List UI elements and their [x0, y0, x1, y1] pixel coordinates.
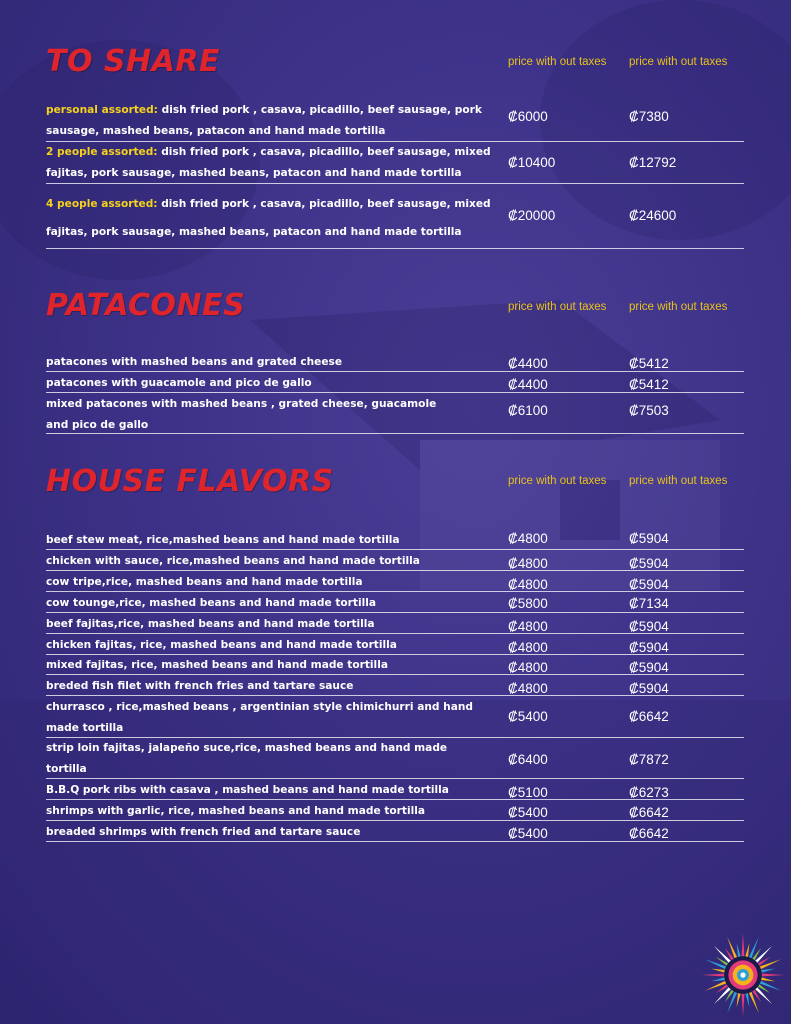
price-without-tax: ₡5100 — [508, 785, 548, 800]
item-text: dish fried pork , casava, picadillo, beef sausage, mixed fajitas, pork sausage, mashed beans, patacon and hand made tortilla — [46, 146, 491, 179]
price-without-tax: ₡6100 — [508, 403, 548, 418]
mandala-spike — [705, 980, 728, 991]
menu-row — [46, 738, 744, 779]
price-without-tax: ₡4800 — [508, 681, 548, 696]
item-label: personal assorted: — [46, 104, 158, 116]
item-description — [46, 190, 501, 246]
item-description: breaded shrimps with french fried and tartare sauce — [46, 826, 361, 838]
price-without-tax: ₡4400 — [508, 377, 548, 392]
mandala-spike — [737, 991, 742, 1007]
menu-row — [46, 593, 744, 613]
mandala-spike — [737, 943, 742, 959]
item-description — [46, 142, 501, 184]
item-label: 2 people assorted: — [46, 146, 158, 158]
price-with-tax: ₡6642 — [629, 805, 669, 820]
item-text: dish fried pork , casava, picadillo, beef sausage, mixed fajitas, pork sausage, mashed beans, patacon and hand made tortilla — [46, 198, 491, 238]
price-header-1: price with out taxes — [508, 301, 607, 313]
section-title: PATACONES — [46, 288, 246, 323]
menu-row — [46, 676, 744, 696]
price-with-tax: ₡5904 — [629, 577, 669, 592]
item-label: 4 people assorted: — [46, 198, 158, 210]
menu-row — [46, 697, 744, 738]
price-without-tax: ₡5400 — [508, 826, 548, 841]
mandala-spike — [759, 977, 775, 982]
price-header-2: price with out taxes — [629, 475, 728, 487]
section-title: HOUSE FLAVORS — [46, 464, 334, 499]
mandala-spike — [705, 959, 728, 970]
item-description: chicken with sauce, rice,mashed beans and hand made tortilla — [46, 555, 420, 567]
mandala-spike — [760, 973, 784, 976]
mandala-spike — [758, 980, 781, 991]
price-header-1: price with out taxes — [508, 475, 607, 487]
price-with-tax: ₡5904 — [629, 556, 669, 571]
menu-row — [46, 373, 744, 393]
item-description: shrimps with garlic, rice, mashed beans and hand made tortilla — [46, 805, 426, 817]
mandala-spike — [727, 990, 738, 1013]
menu-row — [46, 801, 744, 821]
item-description: beef fajitas,rice, mashed beans and hand made tortilla — [46, 618, 375, 630]
price-without-tax: ₡5400 — [508, 805, 548, 820]
price-with-tax: ₡5904 — [629, 660, 669, 675]
price-without-tax: ₡4800 — [508, 577, 548, 592]
item-description: strip loin fajitas, jalapeño suce,rice, mashed beans and hand made tortilla — [46, 742, 448, 775]
price-header-2: price with out taxes — [629, 301, 728, 313]
mandala-spike — [741, 992, 744, 1016]
mandala-spike — [741, 934, 744, 958]
price-with-tax: ₡5904 — [629, 531, 669, 546]
item-description: churrasco , rice,mashed beans , argentinian style chimichurri and hand made tortilla — [46, 701, 473, 734]
price-with-tax: ₡24600 — [629, 208, 677, 223]
menu-row — [46, 394, 744, 434]
item-description: chicken fajitas, rice, mashed beans and hand made tortilla — [46, 639, 397, 651]
menu-row — [46, 635, 744, 655]
mandala-spike — [748, 990, 759, 1013]
price-with-tax: ₡7872 — [629, 752, 669, 767]
item-description: B.B.Q pork ribs with casava , mashed beans and hand made tortilla — [46, 784, 449, 796]
section-title: TO SHARE — [46, 44, 220, 79]
price-header-2: price with out taxes — [629, 56, 728, 68]
price-with-tax: ₡5904 — [629, 640, 669, 655]
price-without-tax: ₡4400 — [508, 356, 548, 371]
price-without-tax: ₡4800 — [508, 660, 548, 675]
price-with-tax: ₡7380 — [629, 109, 669, 124]
price-with-tax: ₡5904 — [629, 619, 669, 634]
price-with-tax: ₡7134 — [629, 596, 669, 611]
price-without-tax: ₡4800 — [508, 619, 548, 634]
price-without-tax: ₡6000 — [508, 109, 548, 124]
menu-row — [46, 614, 744, 634]
menu-row — [46, 780, 744, 800]
price-without-tax: ₡5400 — [508, 709, 548, 724]
mandala-spike — [727, 937, 738, 960]
mandala-icon — [700, 932, 786, 1018]
price-without-tax: ₡10400 — [508, 155, 556, 170]
mandala-spike — [758, 959, 781, 970]
price-without-tax: ₡5800 — [508, 596, 548, 611]
item-description: patacones with mashed beans and grated cheese — [46, 356, 342, 368]
item-description: breded fish filet with french fries and tartare sauce — [46, 680, 354, 692]
item-description: patacones with guacamole and pico de gallo — [46, 377, 312, 389]
mandala-spike — [702, 973, 726, 976]
item-description: mixed fajitas, rice, mashed beans and hand made tortilla — [46, 659, 388, 671]
price-without-tax: ₡6400 — [508, 752, 548, 767]
mandala-spike — [745, 991, 750, 1007]
item-description: beef stew meat, rice,mashed beans and hand made tortilla — [46, 534, 400, 546]
mandala-spike — [759, 969, 775, 974]
price-with-tax: ₡6273 — [629, 785, 669, 800]
price-with-tax: ₡5412 — [629, 377, 669, 392]
menu-row — [46, 572, 744, 592]
price-with-tax: ₡12792 — [629, 155, 677, 170]
menu-row — [46, 100, 744, 142]
menu-row — [46, 822, 744, 842]
price-with-tax: ₡7503 — [629, 403, 669, 418]
price-without-tax: ₡20000 — [508, 208, 556, 223]
mandala-spike — [711, 969, 727, 974]
price-with-tax: ₡6642 — [629, 826, 669, 841]
menu-row — [46, 142, 744, 184]
item-description — [46, 100, 501, 142]
mandala-spike — [745, 943, 750, 959]
mandala-spike — [711, 977, 727, 982]
item-description: mixed patacones with mashed beans , grated cheese, guacamole and pico de gallo — [46, 398, 437, 431]
price-with-tax: ₡5904 — [629, 681, 669, 696]
item-description: cow tounge,rice, mashed beans and hand made tortilla — [46, 597, 377, 609]
menu-row — [46, 655, 744, 675]
menu-row — [46, 352, 744, 372]
price-without-tax: ₡4800 — [508, 531, 548, 546]
price-with-tax: ₡6642 — [629, 709, 669, 724]
price-header-1: price with out taxes — [508, 56, 607, 68]
menu-row — [46, 530, 744, 550]
mandala-spike — [748, 937, 759, 960]
price-without-tax: ₡4800 — [508, 556, 548, 571]
menu-row — [46, 184, 744, 249]
price-without-tax: ₡4800 — [508, 640, 548, 655]
item-description: cow tripe,rice, mashed beans and hand made tortilla — [46, 576, 363, 588]
item-text: dish fried pork , casava, picadillo, beef sausage, pork sausage, mashed beans, patacon and hand made tortilla — [46, 104, 482, 137]
menu-row — [46, 551, 744, 571]
price-with-tax: ₡5412 — [629, 356, 669, 371]
